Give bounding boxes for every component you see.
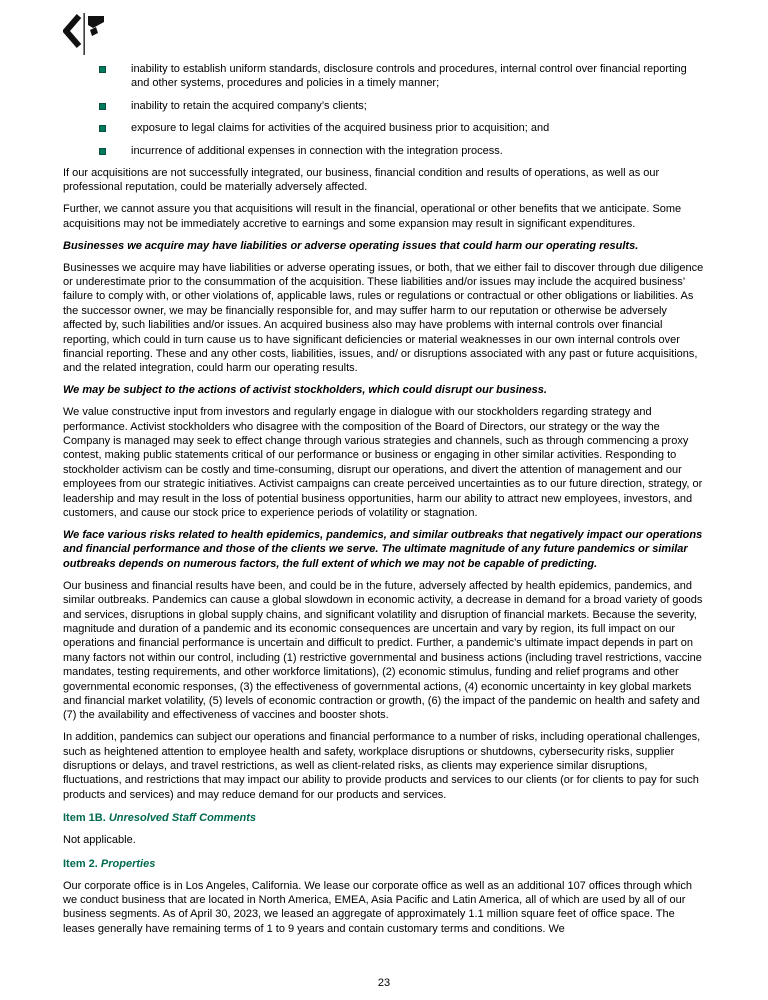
bullet-text: exposure to legal claims for activities of the acquired business prior to acquisition; and: [131, 122, 550, 135]
item-2-label: Item 2.: [63, 857, 98, 870]
item-2-title: Properties: [100, 857, 156, 870]
item-2-heading: [63, 857, 708, 871]
bullet-text: inability to establish uniform standards, disclosure controls and procedures, internal control over financial reporting and other systems, procedures and policies in a timely manner;: [131, 63, 687, 90]
bullet-square-icon: [100, 126, 105, 131]
korn-ferry-logo-icon: [63, 13, 708, 55]
bullet-square-icon: [100, 67, 105, 72]
list-item: [63, 99, 708, 113]
bullet-text: incurrence of additional expenses in connection with the integration process.: [131, 144, 503, 157]
risk-heading-liabilities: Businesses we acquire may have liabilities or adverse operating issues that could harm our operating results.: [63, 239, 639, 252]
page-number: 23: [377, 977, 391, 989]
para-activist: We value constructive input from investors and regularly engage in dialogue with our stockholders regarding strategy and performance. Activist stockholders who disagree with the composition of the Board of Directors, our strategy or the way the Company is managed may seek to effect change through various strategies and channels, such as through commencing a proxy contest, making public statements critical of our performance or business or engaging in other similar activities. Responding to stockholder activism can be costly and time-consuming, disrupt our operations, and divert the attention of management and our employees from our strategic initiatives. Activist campaigns can create perceived uncertainties as to our future direction, strategy, or leadership and may result in the loss of potential business opportunities, harm our ability to attract new employees, investors, and customers, and cause our stock price to experience periods of volatility or stagnation.: [63, 406, 703, 520]
risk-heading-activist: We may be subject to the actions of activist stockholders, which could disrupt our business.: [63, 384, 547, 397]
list-item: [63, 62, 708, 91]
para-pandemics-impact: Our business and financial results have been, and could be in the future, adversely affected by health epidemics, pandemics, and similar outbreaks. Pandemics can cause a global slowdown in economic activity, a decrease in demand for a broad variety of goods and services, disruptions in global supply chains, and significant volatility and disruption of financial markets. Because the severity, magnitude and duration of a pandemic and its economic consequences are uncertain and vary by region, its full impact on our operations and financial performance is uncertain and difficult to predict. Further, a pandemic’s ultimate impact depends in part on many factors not within our control, including (1) restrictive governmental and business actions (including travel restrictions, vaccine mandates, testing requirements, and other workforce limitations), (2) economic stimulus, funding and relief programs and other governmental economic responses, (3) the effectiveness of governmental actions, (4) economic uncertainty in key global markets and financial market volatility, (5) levels of economic contraction or growth, (6) the impact of the pandemic on health and safety and (7) the availability and effectiveness of vaccines and booster shots.: [63, 579, 703, 722]
para-not-applicable: Not applicable.: [63, 834, 136, 847]
list-item: [63, 144, 708, 158]
risk-heading-pandemics: We face various risks related to health epidemics, pandemics, and similar outbreaks that negatively impact our operations and financial performance and those of the clients we serve. The ultimate magnitude of any future pandemics or similar outbreaks depends on numerous factors, the full extent of which we may not be capable of predicting.: [63, 528, 703, 570]
bullet-list: [63, 62, 708, 158]
item-1b-heading: [63, 811, 708, 825]
item-1b-title: Unresolved Staff Comments: [108, 812, 256, 825]
list-item: [63, 121, 708, 135]
para-liabilities: Businesses we acquire may have liabilities or adverse operating issues, or both, that we either fail to discover through due diligence or underestimate prior to the consummation of the acquisition. These liabilities and/or issues may include the acquired business’ failure to comply with, or other violations of, applicable laws, rules or regulations or contractual or other obligations or liabilities. As the successor owner, we may be financially responsible for, and may suffer harm to our reputation or otherwise be adversely affected by, such liabilities and/or issues. An acquired business also may have problems with internal controls over financial reporting, which could in turn cause us to have significant deficiencies or material weaknesses in our own internal controls over financial reporting. These and any other costs, liabilities, issues, and/ or disruptions associated with any past or future acquisitions, and the related integration, could harm our operating results.: [63, 261, 704, 375]
para-properties: Our corporate office is in Los Angeles, California. We lease our corporate office as well as an additional 107 offices through which we conduct business that are located in North America, EMEA, Asia Pacific and Latin America, all of which are used by all of our business segments. As of April 30, 2023, we leased an aggregate of approximately 1.1 million square feet of office space. The leases generally have remaining terms of 1 to 9 years and contain customary terms and conditions. We: [63, 879, 692, 935]
para-acquisition-benefits: Further, we cannot assure you that acquisitions will result in the financial, operational or other benefits that we anticipate. Some acquisitions may not be immediately accretive to earnings and some expansion may result in significant expenditures.: [63, 203, 682, 230]
bullet-square-icon: [100, 149, 105, 154]
bullet-square-icon: [100, 104, 105, 109]
para-pandemics-risks: In addition, pandemics can subject our operations and financial performance to a number of risks, including operational challenges, such as heightened attention to employee health and safety, workplace disruptions or shutdowns, cybersecurity risks, supplier disruptions or delays, and travel restrictions, as well as client-related risks, as clients may experience similar disruptions, fluctuations, and restrictions that may impact our ability to provide products and services to our clients (or for clients to pay for such products and services) and may reduce demand for our products and services.: [63, 731, 701, 801]
bullet-text: inability to retain the acquired company’s clients;: [131, 99, 367, 112]
item-1b-label: Item 1B.: [63, 812, 106, 825]
para-acquisitions-integration: If our acquisitions are not successfully integrated, our business, financial condition and results of operations, as well as our professional reputation, could be materially adversely affected.: [63, 167, 660, 194]
